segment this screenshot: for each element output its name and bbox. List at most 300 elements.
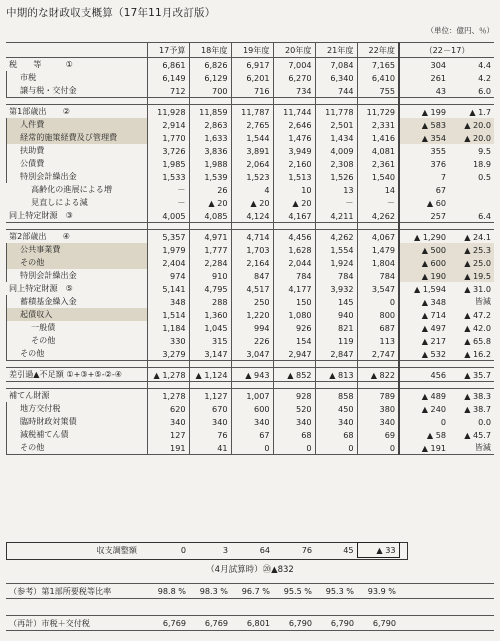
diff-percent: ▲ 25.3 <box>449 243 494 256</box>
year-value: － <box>147 183 189 196</box>
diff-percent <box>449 183 494 196</box>
recount-value: 6,769 <box>189 616 231 631</box>
diff-percent: 6.0 <box>449 84 494 98</box>
row-label: 差引過▲不足額 ①+③+⑤-②-④ <box>6 368 147 382</box>
year-value: 67 <box>231 428 273 441</box>
year-value: 4,714 <box>231 230 273 244</box>
year-value: 7,165 <box>357 58 399 72</box>
unit-note: （単位：億円、％） <box>426 26 494 35</box>
header-year: 21年度 <box>315 43 357 58</box>
year-value: 13 <box>315 183 357 196</box>
table-row <box>6 347 494 361</box>
year-value: 1,278 <box>147 389 189 403</box>
row-label: 補てん財源 <box>6 389 147 403</box>
year-value: 926 <box>273 321 315 334</box>
year-value: 1,628 <box>273 243 315 256</box>
year-value: ▲ 20 <box>231 196 273 209</box>
diff-amount: ▲ 497 <box>399 321 449 334</box>
row-label: 見直しによる減 <box>31 197 88 207</box>
row-label: 人件費 <box>6 118 147 131</box>
year-value: 3,949 <box>273 144 315 157</box>
year-value: 784 <box>315 269 357 282</box>
diff-percent: ▲ 25.0 <box>449 256 494 269</box>
diff-amount: ▲ 583 <box>399 118 449 131</box>
year-value: 340 <box>231 415 273 428</box>
year-value: 3,279 <box>147 347 189 361</box>
table-row <box>6 415 494 428</box>
year-value: 2,361 <box>357 157 399 170</box>
diff-amount: ▲ 190 <box>399 269 449 282</box>
year-value: 1,184 <box>147 321 189 334</box>
budget-table <box>6 42 494 455</box>
diff-amount: ▲ 714 <box>399 308 449 321</box>
year-value: 800 <box>357 308 399 321</box>
year-value: 0 <box>231 441 273 455</box>
recount-value: 6,790 <box>273 616 315 631</box>
table-row <box>6 71 494 84</box>
diff-percent: ▲ 20.0 <box>449 131 494 144</box>
diff-amount: ▲ 58 <box>399 428 449 441</box>
diff-amount: ▲ 348 <box>399 295 449 308</box>
year-value: 910 <box>189 269 231 282</box>
year-value: 4,177 <box>273 282 315 295</box>
table-row <box>6 105 494 119</box>
year-value: 2,160 <box>273 157 315 170</box>
header-year: 19年度 <box>231 43 273 58</box>
year-value: 1,045 <box>189 321 231 334</box>
year-value: 11,928 <box>147 105 189 119</box>
year-value: ▲ 813 <box>315 368 357 382</box>
year-value: 2,947 <box>273 347 315 361</box>
table-row <box>6 321 494 334</box>
year-value: ▲ 822 <box>357 368 399 382</box>
year-value: ▲ 20 <box>189 196 231 209</box>
header-year: 18年度 <box>189 43 231 58</box>
year-value: 2,501 <box>315 118 357 131</box>
year-value: 784 <box>273 269 315 282</box>
year-value: 1,523 <box>231 170 273 183</box>
year-value: 734 <box>273 84 315 98</box>
year-value: 340 <box>273 415 315 428</box>
year-value: 2,044 <box>273 256 315 269</box>
year-value: 2,747 <box>357 347 399 361</box>
year-value: 2,064 <box>231 157 273 170</box>
year-value: 2,308 <box>315 157 357 170</box>
year-value: 119 <box>315 334 357 347</box>
diff-amount: 67 <box>399 183 449 196</box>
recount-value: 6,769 <box>147 616 189 631</box>
row-label: 起債収入 <box>6 308 147 321</box>
diff-amount: ▲ 354 <box>399 131 449 144</box>
year-value: 1,416 <box>357 131 399 144</box>
year-value: 847 <box>231 269 273 282</box>
recount-value: 6,790 <box>357 616 399 631</box>
diff-percent: 皆減 <box>474 296 492 306</box>
year-value: ▲ 1,278 <box>147 368 189 382</box>
year-value: 4,005 <box>147 209 189 223</box>
diff-amount: ▲ 199 <box>399 105 449 119</box>
row-label: 第1部歳出 ② <box>6 105 147 119</box>
row-label: 市税 <box>6 71 147 84</box>
header-diff: （22－17） <box>399 43 494 58</box>
diff-amount: ▲ 600 <box>399 256 449 269</box>
adjust-value: 0 <box>180 545 186 555</box>
diff-percent: 0.0 <box>478 416 492 427</box>
year-value: 1,360 <box>189 308 231 321</box>
row-label: 高齢化の進展による増 <box>31 184 112 194</box>
diff-amount: 0 <box>399 415 449 428</box>
diff-amount: ▲ 1,594 <box>399 282 449 295</box>
year-value: 712 <box>147 84 189 98</box>
header-year: 22年度 <box>357 43 399 58</box>
diff-percent: ▲ 42.0 <box>464 322 492 333</box>
diff-amount: 376 <box>399 157 449 170</box>
table-row <box>6 368 494 382</box>
adjustment-table <box>6 542 494 558</box>
year-value: 6,861 <box>147 58 189 72</box>
year-value: 7,084 <box>315 58 357 72</box>
table-row <box>6 118 494 131</box>
row-label: 譲与税・交付金 <box>6 84 147 98</box>
year-value: 1,924 <box>315 256 357 269</box>
year-value: 4,517 <box>231 282 273 295</box>
diff-amount: 261 <box>399 71 449 84</box>
table-row <box>6 144 494 157</box>
year-value: 10 <box>273 183 315 196</box>
ratio-value: 98.3 % <box>189 584 231 599</box>
year-value: 1,514 <box>147 308 189 321</box>
row-label: 同上特定財源 ③ <box>6 209 147 223</box>
year-value: 2,164 <box>231 256 273 269</box>
year-value: － <box>315 196 357 209</box>
year-value: 69 <box>357 428 399 441</box>
year-value: 520 <box>273 402 315 415</box>
header-row <box>6 43 494 58</box>
year-value: 1,540 <box>357 170 399 183</box>
year-value: 620 <box>147 402 189 415</box>
year-value: 191 <box>147 441 189 455</box>
year-value: 2,331 <box>357 118 399 131</box>
year-value: 0 <box>273 441 315 455</box>
year-value: 1,479 <box>357 243 399 256</box>
year-value: 4,085 <box>189 209 231 223</box>
year-value: 687 <box>357 321 399 334</box>
diff-percent: 皆減 <box>449 441 494 455</box>
year-value: 41 <box>189 441 231 455</box>
year-value: 4,262 <box>357 209 399 223</box>
year-value: 3,547 <box>357 282 399 295</box>
year-value: 250 <box>231 295 273 308</box>
table-row <box>6 209 494 223</box>
row-label: 同上特定財源 ⑤ <box>9 283 73 293</box>
table-row <box>6 428 494 441</box>
year-value: ▲ 1,124 <box>189 368 231 382</box>
year-value: 4,795 <box>189 282 231 295</box>
year-value: 150 <box>273 295 315 308</box>
diff-amount: ▲ 217 <box>399 334 449 347</box>
table-row <box>6 196 494 209</box>
row-label: 扶助費 <box>6 144 147 157</box>
year-value: 744 <box>315 84 357 98</box>
diff-amount: ▲ 500 <box>399 243 449 256</box>
year-value: 4,971 <box>189 230 231 244</box>
diff-percent: ▲ 65.8 <box>464 335 492 346</box>
year-value: 1,220 <box>231 308 273 321</box>
year-value: 6,826 <box>189 58 231 72</box>
table-row <box>6 282 494 295</box>
row-label: 税 等 ① <box>9 59 73 69</box>
year-value: 1,633 <box>189 131 231 144</box>
table-row <box>6 269 494 282</box>
diff-percent: ▲ 16.2 <box>449 347 494 361</box>
year-value: 6,270 <box>273 71 315 84</box>
year-value: 11,778 <box>315 105 357 119</box>
row-label: その他 <box>6 256 147 269</box>
year-value: 4,124 <box>231 209 273 223</box>
recount-value: 6,801 <box>231 616 273 631</box>
year-value: 113 <box>357 334 399 347</box>
table-row <box>6 389 494 403</box>
year-value: 1,513 <box>273 170 315 183</box>
year-value: 76 <box>189 428 231 441</box>
year-value: 1,777 <box>189 243 231 256</box>
recount-value: 6,790 <box>315 616 357 631</box>
header-year: 17予算 <box>147 43 189 58</box>
table-row <box>6 256 494 269</box>
table-row <box>6 58 494 72</box>
recount-label: （再計）市税＋交付税 <box>6 616 147 631</box>
spacer-row <box>6 361 494 368</box>
year-value: 4,009 <box>315 144 357 157</box>
year-value: 68 <box>273 428 315 441</box>
diff-percent: ▲ 24.1 <box>449 230 494 244</box>
diff-percent: 9.5 <box>478 145 492 156</box>
year-value: 670 <box>189 402 231 415</box>
spacer-row <box>6 382 494 389</box>
year-value: 2,284 <box>189 256 231 269</box>
year-value: 450 <box>315 402 357 415</box>
diff-amount: ▲ 60 <box>399 196 449 209</box>
table-row <box>6 183 494 196</box>
year-value: 1,434 <box>315 131 357 144</box>
diff-percent: ▲ 20.0 <box>449 118 494 131</box>
diff-percent: 0.5 <box>478 171 492 182</box>
diff-percent: ▲ 45.7 <box>464 429 492 440</box>
year-value: 6,410 <box>357 71 399 84</box>
year-value: 288 <box>189 295 231 308</box>
year-value: 340 <box>147 415 189 428</box>
row-label: 蓄積基金繰入金 <box>6 295 147 308</box>
year-value: 1,533 <box>147 170 189 183</box>
year-value: － <box>357 196 399 209</box>
diff-amount: 456 <box>399 368 449 382</box>
year-value: 1,804 <box>357 256 399 269</box>
year-value: 6,917 <box>231 58 273 72</box>
table-row <box>6 243 494 256</box>
diff-amount: ▲ 191 <box>399 441 449 455</box>
year-value: 5,357 <box>147 230 189 244</box>
row-label: 第2部歳出 ④ <box>6 230 147 244</box>
year-value: 6,201 <box>231 71 273 84</box>
year-value: 1,979 <box>147 243 189 256</box>
adjust-value: 64 <box>259 545 270 555</box>
diff-amount: 355 <box>399 144 449 157</box>
year-value: 5,141 <box>147 282 189 295</box>
year-value: 6,340 <box>315 71 357 84</box>
adjust-value-boxed: ▲ 33 <box>357 543 399 558</box>
row-label: 公共事業費 <box>6 243 147 256</box>
year-value: 26 <box>189 183 231 196</box>
year-value: 6,129 <box>189 71 231 84</box>
table-row <box>6 334 494 347</box>
adjust-value: 45 <box>343 545 354 555</box>
diff-amount: 7 <box>399 170 449 183</box>
year-value: 2,847 <box>315 347 357 361</box>
year-value: － <box>147 196 189 209</box>
year-value: 821 <box>315 321 357 334</box>
year-value: 0 <box>315 441 357 455</box>
year-value: 4,081 <box>357 144 399 157</box>
year-value: 4,167 <box>273 209 315 223</box>
ratio-value: 95.3 % <box>315 584 357 599</box>
year-value: 3,726 <box>147 144 189 157</box>
row-label: 一般債 <box>6 321 147 334</box>
year-value: 789 <box>357 389 399 403</box>
year-value: 1,127 <box>189 389 231 403</box>
year-value: 3,891 <box>231 144 273 157</box>
year-value: 1,544 <box>231 131 273 144</box>
table-row <box>6 295 494 308</box>
ratio-label: （参考）第1部所要税等比率 <box>6 584 147 599</box>
year-value: 315 <box>189 334 231 347</box>
year-value: 1,539 <box>189 170 231 183</box>
year-value: 3,047 <box>231 347 273 361</box>
year-value: 2,646 <box>273 118 315 131</box>
diff-amount: ▲ 489 <box>399 389 449 403</box>
april-estimate-note: （4月試算時）⑳▲832 <box>206 565 294 575</box>
row-label: その他 <box>6 347 147 361</box>
year-value: 0 <box>357 295 399 308</box>
year-value: 1,476 <box>273 131 315 144</box>
year-value: 1,554 <box>315 243 357 256</box>
year-value: 600 <box>231 402 273 415</box>
ratio-value: 93.9 % <box>357 584 399 599</box>
diff-percent: 4.2 <box>478 72 492 83</box>
table-row <box>6 131 494 144</box>
row-label: 減税補てん債 <box>6 428 147 441</box>
table-row <box>6 84 494 98</box>
year-value: 340 <box>357 415 399 428</box>
year-value: 340 <box>315 415 357 428</box>
year-value: 154 <box>273 334 315 347</box>
year-value: 2,863 <box>189 118 231 131</box>
year-value: 127 <box>147 428 189 441</box>
year-value: 940 <box>315 308 357 321</box>
diff-amount: 43 <box>399 84 449 98</box>
row-label: 地方交付税 <box>6 402 147 415</box>
year-value: 858 <box>315 389 357 403</box>
year-value: 7,004 <box>273 58 315 72</box>
diff-percent: 18.9 <box>472 158 492 169</box>
year-value: 1,770 <box>147 131 189 144</box>
year-value: 4,262 <box>315 230 357 244</box>
year-value: 4 <box>231 183 273 196</box>
diff-percent <box>449 196 494 209</box>
year-value: 2,404 <box>147 256 189 269</box>
year-value: 145 <box>315 295 357 308</box>
header-blank <box>6 43 147 58</box>
year-value: 2,765 <box>231 118 273 131</box>
year-value: 380 <box>357 402 399 415</box>
header-year: 20年度 <box>273 43 315 58</box>
spacer-row <box>6 98 494 105</box>
table-row <box>6 170 494 183</box>
year-value: 68 <box>315 428 357 441</box>
year-value: 1,007 <box>231 389 273 403</box>
page-title: 中期的な財政収支概算（17年11月改訂版） <box>6 7 216 19</box>
year-value: 700 <box>189 84 231 98</box>
adjust-value: 76 <box>301 545 312 555</box>
diff-percent: ▲ 47.2 <box>464 309 492 320</box>
year-value: 755 <box>357 84 399 98</box>
diff-percent: ▲ 35.7 <box>449 368 494 382</box>
row-label: 臨時財政対策債 <box>6 415 147 428</box>
year-value: 4,456 <box>273 230 315 244</box>
year-value: 4,067 <box>357 230 399 244</box>
row-label: 特別会計繰出金 <box>6 170 147 183</box>
diff-amount: 304 <box>399 58 449 72</box>
year-value: 226 <box>231 334 273 347</box>
year-value: 3,147 <box>189 347 231 361</box>
diff-amount: 257 <box>399 209 449 223</box>
diff-percent: ▲ 38.3 <box>449 389 494 403</box>
year-value: 11,859 <box>189 105 231 119</box>
year-value: 1,988 <box>189 157 231 170</box>
year-value: 994 <box>231 321 273 334</box>
year-value: 784 <box>357 269 399 282</box>
year-value: 11,744 <box>273 105 315 119</box>
diff-amount: ▲ 532 <box>399 347 449 361</box>
year-value: 4,211 <box>315 209 357 223</box>
table-row <box>6 157 494 170</box>
diff-percent: 4.4 <box>478 59 492 70</box>
diff-amount: ▲ 1,290 <box>399 230 449 244</box>
year-value: 11,729 <box>357 105 399 119</box>
year-value: 11,787 <box>231 105 273 119</box>
year-value: 14 <box>357 183 399 196</box>
year-value: ▲ 852 <box>273 368 315 382</box>
diff-percent: ▲ 38.7 <box>464 403 492 414</box>
year-value: 3,836 <box>189 144 231 157</box>
spacer-row <box>6 223 494 230</box>
row-label: 公債費 <box>6 157 147 170</box>
reference-ratio-table <box>6 583 494 599</box>
table-row <box>6 308 494 321</box>
diff-amount: ▲ 240 <box>399 402 449 415</box>
year-value: ▲ 20 <box>273 196 315 209</box>
diff-percent: ▲ 31.0 <box>464 283 492 294</box>
table-row <box>6 402 494 415</box>
year-value: 1,985 <box>147 157 189 170</box>
recount-table <box>6 615 494 631</box>
year-value: 6,149 <box>147 71 189 84</box>
year-value: 348 <box>147 295 189 308</box>
year-value: 1,526 <box>315 170 357 183</box>
row-label: 経常的施策経費及び管理費 <box>6 131 147 144</box>
year-value: 340 <box>189 415 231 428</box>
adjust-value: 3 <box>222 545 228 555</box>
year-value: 0 <box>357 441 399 455</box>
